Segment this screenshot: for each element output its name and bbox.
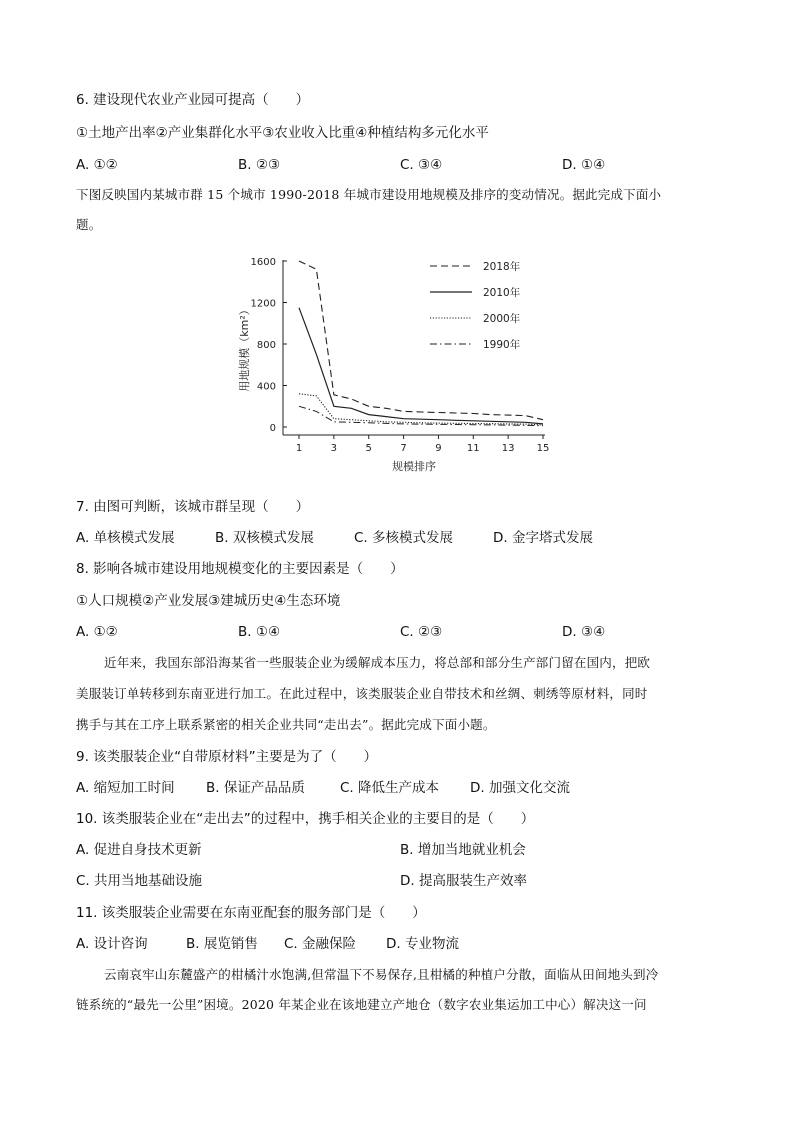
option-9b: B. 保证产品品质 — [206, 780, 305, 796]
option-8a: A. ①② — [76, 624, 118, 640]
option-9c: C. 降低生产成本 — [340, 780, 440, 796]
y-tick-label: 0 — [269, 423, 276, 434]
question-8-items: ①人口规模②产业发展③建城历史④生态环境 — [76, 593, 341, 609]
question-8-stem: 8. 影响各城市建设用地规模变化的主要因素是（ ） — [76, 561, 404, 577]
apparel-intro-line-2: 美服装订单转移到东南亚进行加工。在此过程中，该类服装企业自带技术和丝绸、刺绣等原材料，同时 — [76, 686, 648, 701]
land-use-line-chart — [230, 248, 560, 478]
question-6-items: ①土地产出率②产业集群化水平③农业收入比重④种植结构多元化水平 — [76, 125, 489, 141]
x-tick-label: 5 — [365, 443, 372, 454]
option-6c: C. ③④ — [400, 157, 443, 173]
apparel-intro-line-1: 近年来，我国东部沿海某省一些服装企业为缓解成本压力，将总部和部分生产部门留在国内，把欧 — [104, 655, 651, 670]
x-tick-label: 1 — [295, 443, 303, 454]
option-8d: D. ③④ — [562, 624, 606, 640]
option-7a: A. 单核模式发展 — [76, 530, 175, 546]
x-tick-label: 7 — [400, 443, 407, 454]
chart-intro-line-2: 题。 — [76, 217, 102, 232]
option-11d: D. 专业物流 — [386, 936, 459, 952]
option-7d: D. 金字塔式发展 — [493, 530, 593, 546]
series-line-2010年 — [299, 308, 543, 424]
option-9d: D. 加强文化交流 — [470, 780, 570, 796]
option-6a: A. ①② — [76, 157, 118, 173]
x-tick-group — [296, 435, 550, 454]
y-tick-group — [251, 257, 287, 434]
orange-intro-line-1: 云南哀牢山东麓盛产的柑橘汁水饱满,但常温下不易保存,且柑橘的种植户分散，面临从田间地头到冷 — [104, 967, 659, 982]
y-axis-label: 用地规模（km²） — [238, 304, 251, 392]
legend-label: 2010年 — [483, 287, 521, 299]
option-10c: C. 共用当地基础设施 — [76, 873, 203, 889]
legend-label: 2018年 — [483, 261, 521, 273]
question-10-stem: 10. 该类服装企业在“走出去”的过程中，携手相关企业的主要目的是（ ） — [76, 811, 535, 827]
option-6d: D. ①④ — [562, 157, 606, 173]
apparel-intro-line-3: 携手与其在工序上联系紧密的相关企业共同“走出去”。据此完成下面小题。 — [76, 717, 496, 732]
option-7c: C. 多核模式发展 — [354, 530, 454, 546]
y-tick-label: 400 — [256, 381, 276, 393]
x-axis-label: 规模排序 — [392, 460, 436, 473]
option-8b: B. ①④ — [238, 624, 281, 640]
option-10b: B. 增加当地就业机会 — [400, 842, 526, 858]
option-10d: D. 提高服装生产效率 — [400, 873, 527, 889]
chart-intro-line-1: 下图反映国内某城市群 15 个城市 1990-2018 年城市建设用地规模及排序的变动情况。据此完成下面小 — [76, 187, 662, 202]
option-6b: B. ②③ — [238, 157, 281, 173]
option-11a: A. 设计咨询 — [76, 936, 148, 952]
option-9a: A. 缩短加工时间 — [76, 780, 175, 796]
orange-intro-line-2: 链系统的“最先一公里”困境。2020 年某企业在该地建立产地仓（数字农业集运加工中心）解决这一问 — [76, 997, 647, 1012]
x-tick-label: 9 — [435, 443, 442, 454]
option-11c: C. 金融保险 — [284, 936, 357, 952]
x-tick-label: 13 — [501, 443, 515, 454]
chart-legend — [430, 260, 521, 351]
y-tick-label: 800 — [256, 340, 276, 351]
option-8c: C. ②③ — [400, 624, 443, 640]
x-tick-label: 11 — [466, 443, 480, 454]
x-tick-label: 3 — [330, 443, 338, 454]
series-line-2000年 — [299, 394, 543, 425]
option-7b: B. 双核模式发展 — [215, 530, 314, 546]
option-10a: A. 促进自身技术更新 — [76, 842, 202, 858]
y-tick-label: 1600 — [250, 257, 276, 268]
question-6-stem: 6. 建设现代农业产业园可提高（ ） — [76, 92, 310, 108]
x-tick-label: 15 — [536, 443, 550, 454]
question-9-stem: 9. 该类服装企业“自带原材料”主要是为了（ ） — [76, 749, 378, 765]
legend-label: 2000年 — [483, 313, 521, 325]
question-7-stem: 7. 由图可判断，该城市群呈现（ ） — [76, 499, 310, 515]
series-line-1990年 — [299, 406, 543, 426]
y-tick-label: 1200 — [250, 298, 276, 310]
question-11-stem: 11. 该类服装企业需要在东南亚配套的服务部门是（ ） — [76, 905, 426, 921]
legend-label: 1990年 — [483, 339, 521, 351]
option-11b: B. 展览销售 — [186, 936, 258, 952]
